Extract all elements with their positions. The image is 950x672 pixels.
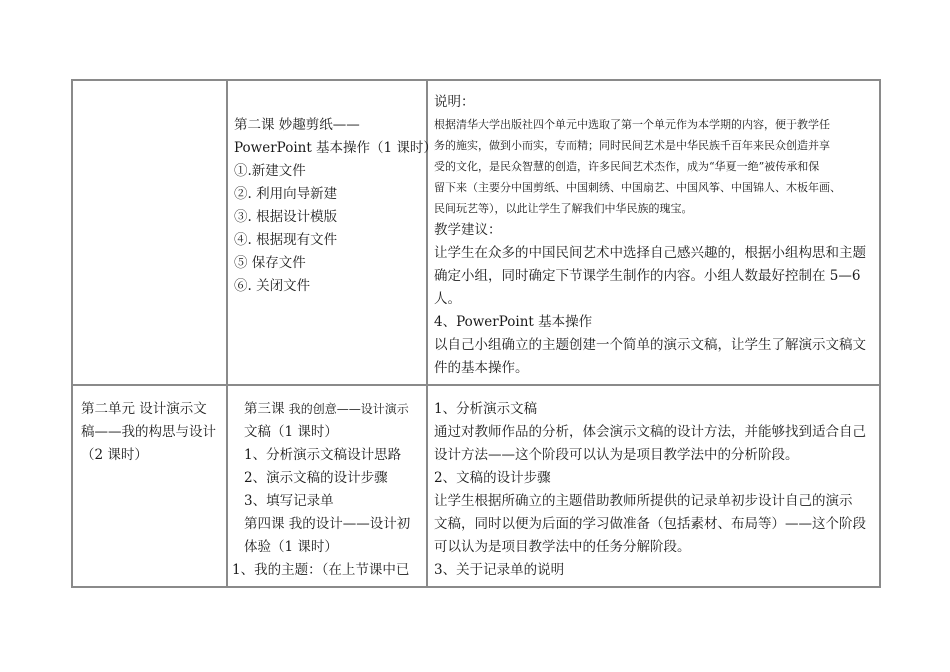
outline-item: ③. 根据设计模版 <box>234 209 338 225</box>
intro-line: 留下来（主要分中国剪纸、中国刺绣、中国扇艺、中国风筝、中国锦人、木板年画、 <box>434 181 841 194</box>
notes-cell <box>427 80 880 385</box>
outline-item: ④. 根据现有文件 <box>234 232 338 248</box>
intro-line: 受的文化，是民众智慧的创造，许多民间艺术杰作，成为“华夏一绝”被传承和保 <box>434 160 820 173</box>
unit-title-line: 稿——我的构思与设计 <box>81 424 216 440</box>
table-row <box>72 385 880 587</box>
suggest-line: 让学生在众多的中国民间艺术中选择自己感兴趣的，根据小组构思和主题 <box>434 245 866 261</box>
outline-item: ⑥. 关闭文件 <box>234 278 311 294</box>
outline-item: ②. 利用向导新建 <box>234 186 338 202</box>
intro-line: 务的施实，做到小而实，专而精；同时民间艺术是中华民族千百年来民众创造并享 <box>434 139 830 152</box>
lesson4-title-cont: 体验（1 课时） <box>244 539 338 555</box>
unit-title-line: 第二单元 设计演示文 <box>81 401 207 417</box>
note-heading: 2、文稿的设计步骤 <box>434 470 551 486</box>
lesson3-title <box>232 398 426 421</box>
suggest-heading: 教学建议： <box>434 222 502 238</box>
outline-item: 2、演示文稿的设计步骤 <box>244 470 388 486</box>
note-line: 可以认为是项目教学法中的任务分解阶段。 <box>434 539 691 555</box>
suggest-line: 确定小组，同时确定下节课学生制作的内容。小组人数最好控制在 5—6 <box>434 268 861 284</box>
intro-heading: 说明： <box>434 94 475 110</box>
ops-line: 件的基本操作。 <box>434 360 529 376</box>
lesson4-title: 第四课 我的设计——设计初 <box>244 516 411 532</box>
lesson3-title-text: 我的创意——设计演示 <box>288 402 409 416</box>
unit-cell-empty <box>72 80 227 385</box>
lesson-title-line: PowerPoint 基本操作（1 课时） <box>234 140 437 156</box>
lesson-outline-cell <box>227 385 427 587</box>
outline-item: ①.新建文件 <box>234 163 306 179</box>
note-line: 通过对教师作品的分析，体会演示文稿的设计方法，并能够找到适合自己 <box>434 424 866 440</box>
table-row <box>72 80 880 385</box>
note-heading: 3、关于记录单的说明 <box>434 562 565 578</box>
suggest-line: 人。 <box>434 291 461 307</box>
outline-item: 1、我的主题：（在上节课中已 <box>232 562 410 578</box>
outline-item: ⑤ 保存文件 <box>234 255 306 271</box>
ops-line: 以自己小组确立的主题创建一个简单的演示文稿，让学生了解演示文稿文 <box>434 337 866 353</box>
lesson3-title-cont: 文稿（1 课时） <box>244 424 338 440</box>
lesson-plan-table <box>71 79 881 588</box>
intro-line: 民间玩艺等），以此让学生了解我们中华民族的瑰宝。 <box>434 202 693 215</box>
unit-cell <box>72 385 227 587</box>
note-line: 文稿，同时以便为后面的学习做准备（包括素材、布局等）——这个阶段 <box>434 516 866 532</box>
ops-heading: 4、PowerPoint 基本操作 <box>434 314 593 330</box>
lesson-title-line: 第二课 妙趣剪纸—— <box>234 117 360 133</box>
lesson-outline-cell <box>227 80 437 385</box>
note-line: 设计方法——这个阶段可以认为是项目教学法中的分析阶段。 <box>434 447 799 463</box>
note-line: 让学生根据所确立的主题借助教师所提供的记录单初步设计自己的演示 <box>434 493 853 509</box>
unit-title-line: （2 课时） <box>81 447 148 463</box>
outline-item: 3、填写记录单 <box>244 493 334 509</box>
note-heading: 1、分析演示文稿 <box>434 401 538 417</box>
notes-cell <box>427 385 880 587</box>
lesson3-title-prefix: 第三课 <box>244 401 289 417</box>
outline-item: 1、分析演示文稿设计思路 <box>244 447 402 463</box>
intro-line: 根据清华大学出版社四个单元中选取了第一个单元作为本学期的内容，便于教学任 <box>434 118 830 131</box>
